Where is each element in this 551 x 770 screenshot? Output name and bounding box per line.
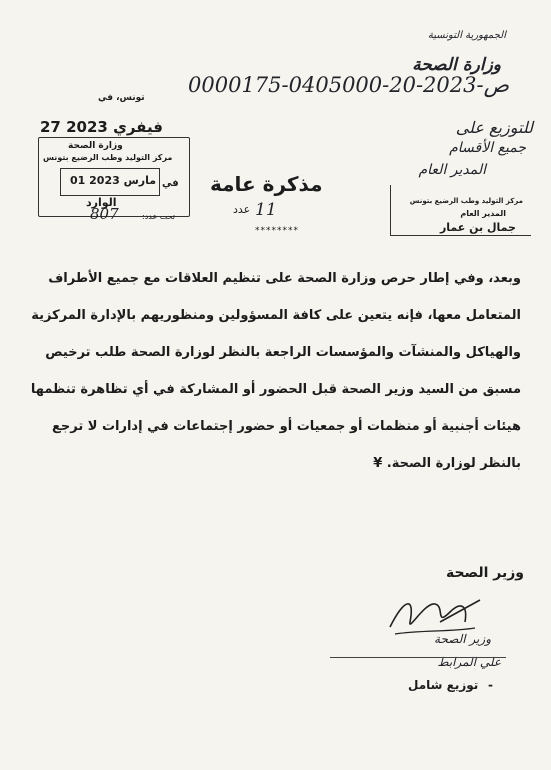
memo-body xyxy=(28,260,521,482)
handwritten-annotation-2: جميع الأقسام xyxy=(449,140,526,156)
stars-separator: ******** xyxy=(255,226,299,236)
director-stamp-title: المدير العام xyxy=(460,209,506,218)
body-line: مسبق من السيد وزير الصحة قبل الحضور أو المشاركة في أي تظاهرة تنظمها xyxy=(30,382,521,397)
body-line: وبعد، وفي إطار حرص وزارة الصحة على تنظيم العلاقات مع جميع الأطراف xyxy=(48,271,521,286)
handwritten-annotation-3: المدير العام xyxy=(418,162,486,178)
signature-line-2: علي المرابط xyxy=(437,655,501,669)
memo-number: 11 xyxy=(255,200,277,220)
memo-number-label: عدد xyxy=(233,203,251,216)
reference-number: 0000175-0405000-20-2023-ص xyxy=(188,73,509,97)
stamp-ministry: وزارة الصحة xyxy=(68,141,123,151)
stamp-number-label: تحت عدد: xyxy=(142,212,176,221)
body-line: والهياكل والمنشآت والمؤسسات الراجعة بالنظر لوزارة الصحة طلب ترخيص xyxy=(45,345,521,360)
republic-header: الجمهورية التونسية xyxy=(427,30,506,41)
body-line: هيئات أجنبية أو منظمات أو جمعيات أو حضور إجتماعات في إدارات لا ترجع xyxy=(52,419,521,434)
city-date-label: تونس، في xyxy=(98,93,145,103)
stamp-received-label: الوارد xyxy=(86,196,117,209)
stamp-number: 807 xyxy=(90,205,119,223)
director-stamp-name: جمال بن عمار xyxy=(439,221,516,234)
body-line: المتعامل معها، فإنه يتعين على كافة المسؤولين ومنظوريهم بالإدارة المركزية xyxy=(31,308,521,323)
distribution-dash: - xyxy=(488,678,493,692)
stamp-center: مركز التوليد وطب الرضيع بتونس xyxy=(43,153,173,162)
signature-line-1: وزير الصحة xyxy=(434,632,491,646)
distribution-divider xyxy=(330,657,506,658)
stamp-top-date: 27 فيفري 2023 xyxy=(40,118,163,136)
minister-title: وزير الصحة xyxy=(445,565,524,581)
stamp-in-label: في xyxy=(162,178,179,189)
stamp-in-date: 01 مارس 2023 xyxy=(70,174,157,187)
memo-title: مذكرة عامة xyxy=(210,172,323,196)
ministry-header: وزارة الصحة xyxy=(412,55,501,75)
handwritten-annotation-1: للتوزيع على xyxy=(455,118,533,137)
body-line: بالنظر لوزارة الصحة. ¥ xyxy=(373,456,521,471)
distribution-label: توزيع شامل xyxy=(408,678,479,692)
director-stamp-center: مركز التوليد وطب الرضيع بتونس xyxy=(409,197,523,205)
